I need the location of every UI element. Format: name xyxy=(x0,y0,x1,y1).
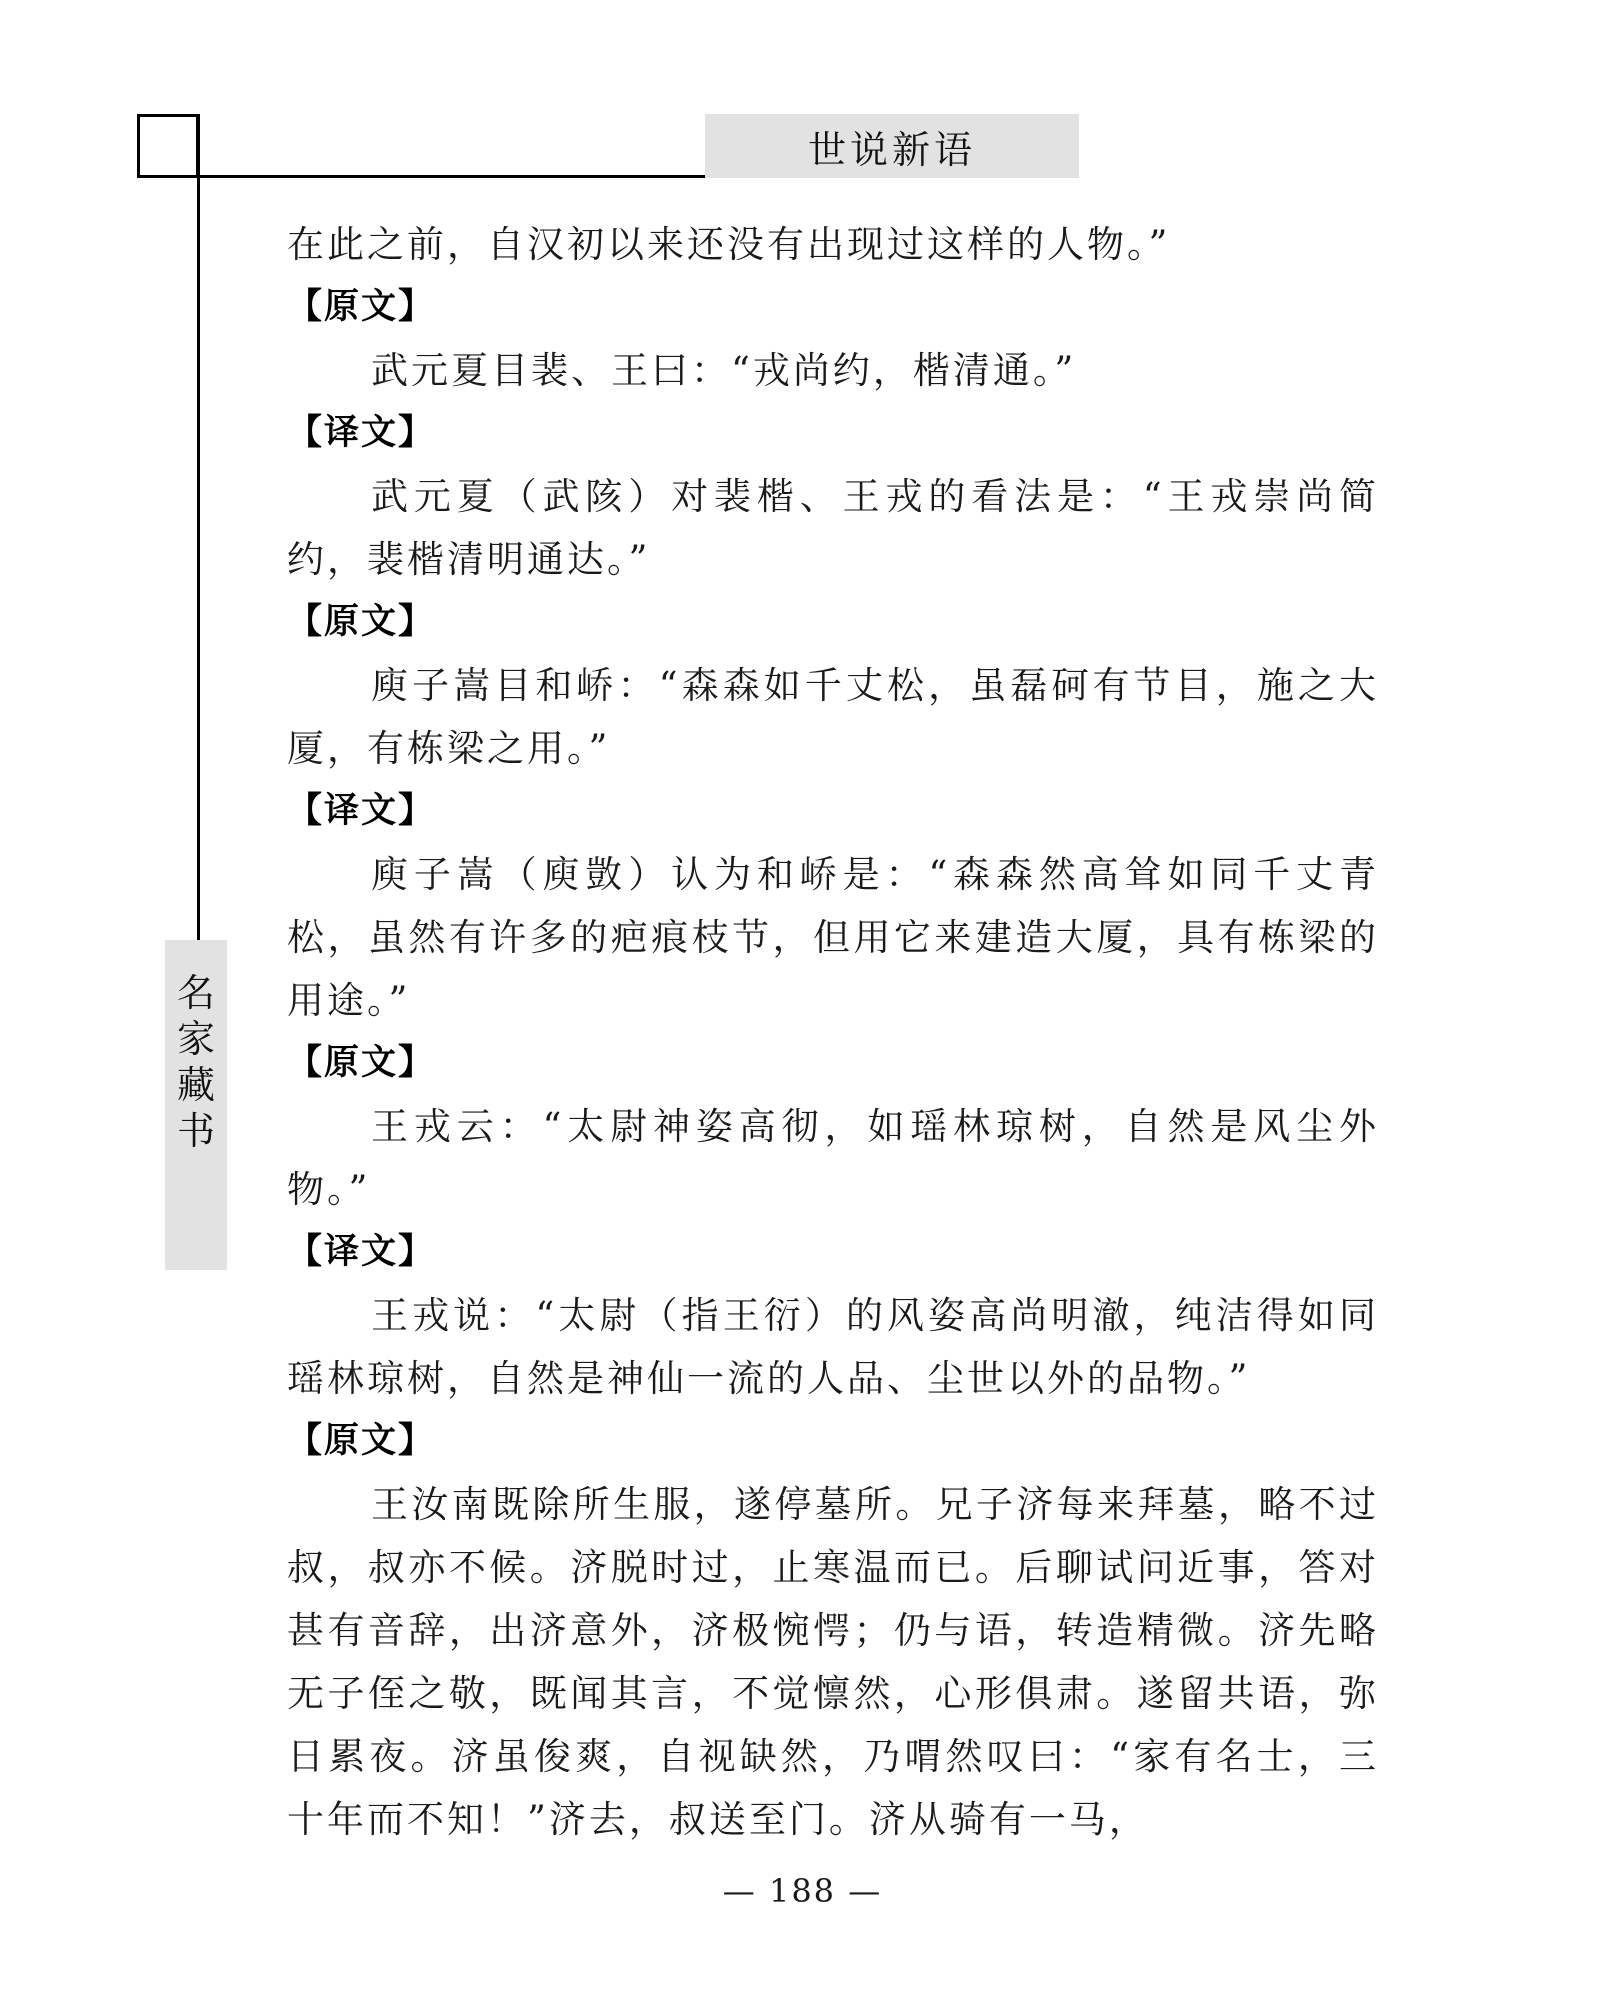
page-number: — 188 — xyxy=(722,1872,883,1910)
section-label-translation: 【译文】 xyxy=(287,791,436,831)
section-label-original: 【原文】 xyxy=(287,287,436,327)
paragraph-original: 王汝南既除所生服，遂停墓所。兄子济每来拜墓，略不过叔，叔亦不候。济脱时过，止寒温而已。后聊试问近事，答对甚有音辞，出济意外，济极惋愕；仍与语，转造精微。济先略无子侄之敬，既闻其言，不觉懔然，心形俱肃。遂留共语，弥日累夜。济虽俊爽，自视缺然，乃喟然叹曰：“家有名士，三十年而不知！”济去，叔送至门。济从骑有一马， xyxy=(287,1483,1379,1841)
section-label-original: 【原文】 xyxy=(287,1421,436,1461)
paragraph-translation: 庾子嵩（庾敳）认为和峤是：“森森然高耸如同千丈青松，虽然有许多的疤痕枝节，但用它来建造大厦，具有栋梁的用途。” xyxy=(287,853,1379,1022)
paragraph-original: 武元夏目裴、王曰：“戎尚约，楷清通。” xyxy=(371,349,1077,392)
side-tab-series-name xyxy=(165,940,227,1270)
section-label-original: 【原文】 xyxy=(287,1043,436,1083)
corner-box-decoration xyxy=(137,114,199,178)
side-tab-char: 家 xyxy=(176,1017,215,1061)
paragraph-translation: 武元夏（武陔）对裴楷、王戎的看法是：“王戎崇尚简约，裴楷清明通达。” xyxy=(287,475,1379,581)
section-label-translation: 【译文】 xyxy=(287,413,436,453)
paragraph-original: 王戎云：“太尉神姿高彻，如瑶林琼树，自然是风尘外物。” xyxy=(287,1105,1379,1211)
side-tab-char: 藏 xyxy=(176,1063,215,1107)
book-title: 世说新语 xyxy=(807,127,976,172)
paragraph-continuation: 在此之前，自汉初以来还没有出现过这样的人物。” xyxy=(287,223,1171,266)
running-header-title xyxy=(705,114,1079,178)
side-rule xyxy=(197,114,200,940)
side-tab-char: 书 xyxy=(176,1109,215,1153)
header-rule xyxy=(137,175,705,178)
section-label-translation: 【译文】 xyxy=(287,1232,436,1272)
paragraph-original: 庾子嵩目和峤：“森森如千丈松，虽磊砢有节目，施之大厦，有栋梁之用。” xyxy=(287,664,1379,770)
section-label-original: 【原文】 xyxy=(287,602,436,642)
side-tab-char: 名 xyxy=(176,971,215,1015)
paragraph-translation: 王戎说：“太尉（指王衍）的风姿高尚明澈，纯洁得如同瑶林琼树，自然是神仙一流的人品、尘世以外的品物。” xyxy=(287,1294,1379,1400)
page-body xyxy=(287,213,1379,1851)
